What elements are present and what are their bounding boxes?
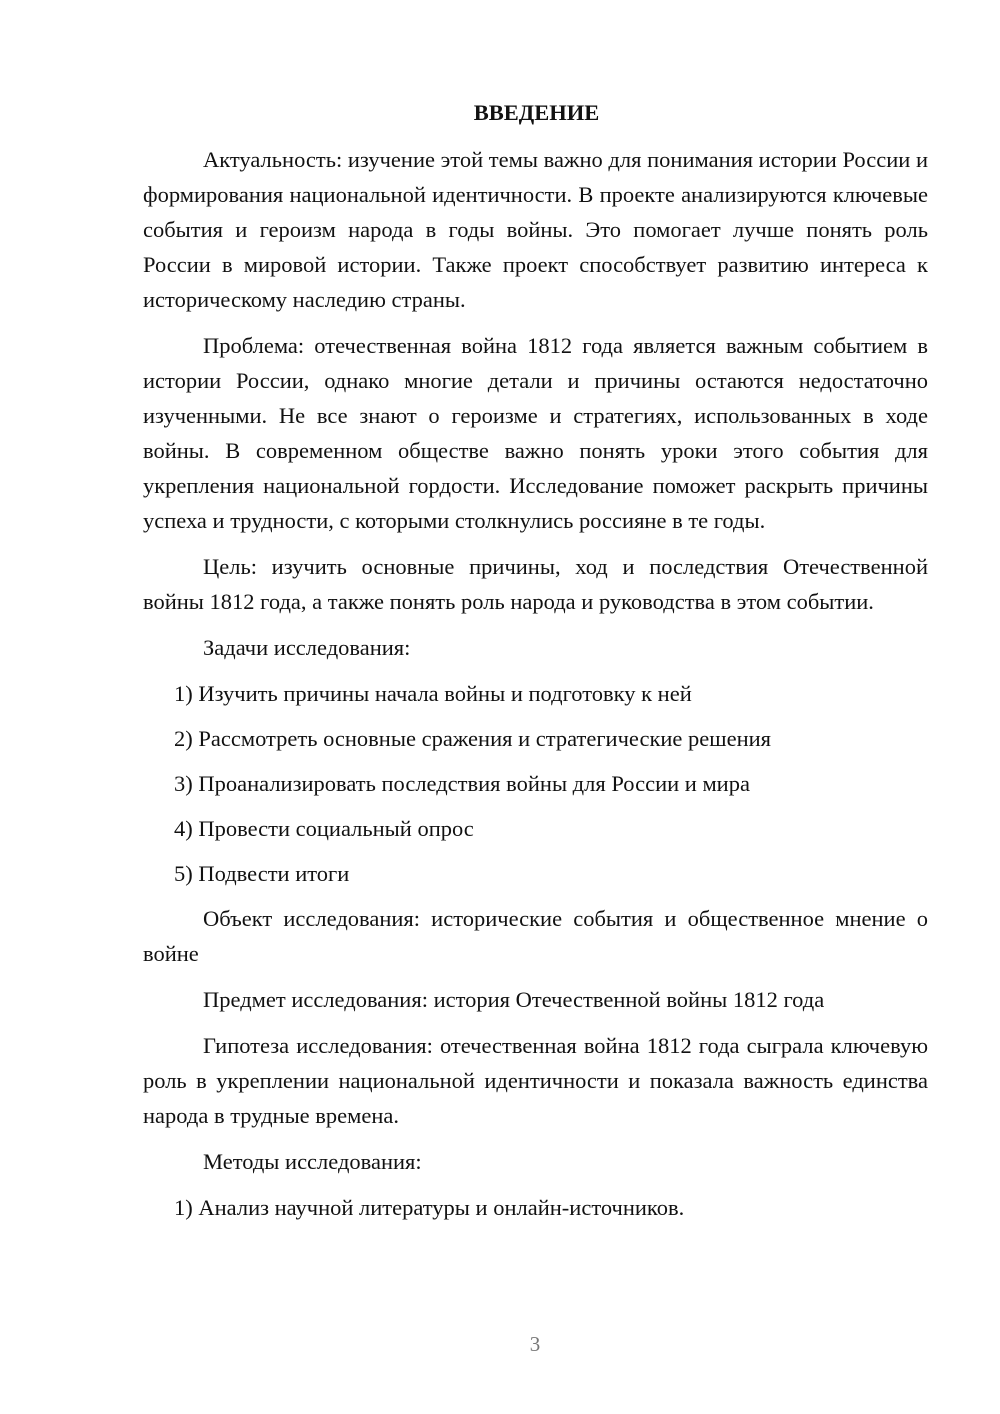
list-item: 5) Подвести итоги: [174, 861, 350, 886]
list-item: 2) Рассмотреть основные сражения и стратегические решения: [174, 726, 772, 751]
goal-paragraph: Цель: изучить основные причины, ход и последствия Отечественной войны 1812 года, а также понять роль народа и руководства в этом событии.: [143, 554, 928, 614]
subject-paragraph: Предмет исследования: история Отечественной войны 1812 года: [203, 987, 825, 1012]
relevance-paragraph: Актуальность: изучение этой темы важно для понимания истории России и формирования национальной идентичности. В проекте анализируются ключевые события и героизм народа в годы войны. Это помогает лучше понять роль России в мировой истории. Также проект способствует развитию интереса к историческому наследию страны.: [143, 147, 928, 312]
page-title: ВВЕДЕНИЕ: [473, 100, 600, 125]
hypothesis-paragraph: Гипотеза исследования: отечественная война 1812 года сыграла ключевую роль в укреплении национальной идентичности и показала важность единства народа в трудные времена.: [143, 1033, 928, 1128]
list-item: 1) Изучить причины начала войны и подготовку к ней: [174, 681, 692, 706]
list-item: 1) Анализ научной литературы и онлайн-источников.: [174, 1195, 685, 1220]
methods-list: [143, 1190, 928, 1225]
list-item: 4) Провести социальный опрос: [174, 816, 474, 841]
tasks-list: [143, 676, 928, 891]
list-item: 3) Проанализировать последствия войны для России и мира: [174, 771, 750, 796]
object-paragraph: Объект исследования: исторические события и общественное мнение о войне: [143, 906, 928, 966]
problem-paragraph: Проблема: отечественная война 1812 года является важным событием в истории России, однако многие детали и причины остаются недостаточно изученными. Не все знают о героизме и стратегиях, использованных в ходе войны. В современном обществе важно понять уроки этого события для укрепления национальной гордости. Исследование поможет раскрыть причины успеха и трудности, с которыми столкнулись россияне в те годы.: [143, 333, 928, 533]
page-number: 3: [529, 1332, 541, 1356]
methods-heading: Методы исследования:: [203, 1149, 422, 1174]
document-page: [143, 95, 928, 1235]
tasks-heading: Задачи исследования:: [203, 635, 411, 660]
